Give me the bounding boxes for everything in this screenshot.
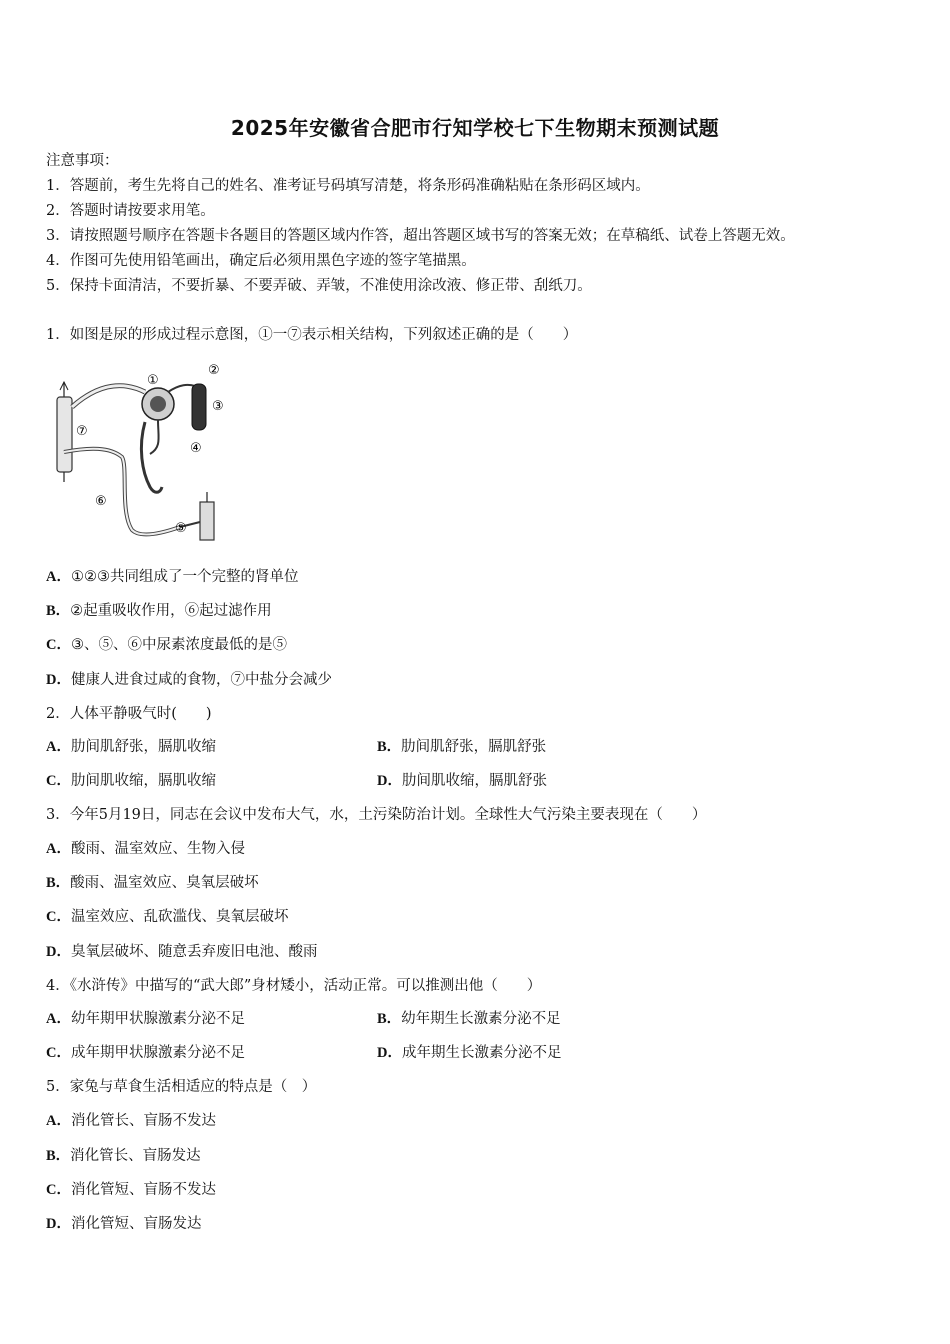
tube-6 <box>64 449 180 535</box>
option: B．消化管长、盲肠发达 <box>46 1148 201 1164</box>
glomerulus-core <box>150 396 166 412</box>
option: D．肋间肌收缩，膈肌舒张 <box>377 773 547 789</box>
duct-5 <box>200 502 214 540</box>
question-4-stem: 4．《水浒传》中描写的“武大郎”身材矮小，活动正常。可以推测出他（ ） <box>46 978 542 994</box>
question-3-stem: 3．今年5月19日，同志在会议中发布大气，水，土污染防治计划。全球性大气污染主要表现在（ ） <box>46 807 707 823</box>
urine-formation-diagram <box>50 362 235 547</box>
option: B．酸雨、温室效应、臭氧层破坏 <box>46 875 259 891</box>
vessel-7 <box>57 397 72 472</box>
notice-item: 4．作图可先使用铅笔画出，确定后必须用黑色字迹的签字笔描黑。 <box>46 253 476 269</box>
option: C．消化管短、盲肠不发达 <box>46 1182 216 1198</box>
label-4: ④ <box>190 441 202 456</box>
question-1-stem: 1．如图是尿的形成过程示意图，①一⑦表示相关结构，下列叙述正确的是（ ） <box>46 327 578 343</box>
label-1: ① <box>147 373 159 388</box>
option: B．幼年期生长激素分泌不足 <box>377 1011 561 1027</box>
notice-item: 1．答题前，考生先将自己的姓名、准考证号码填写清楚，将条形码准确粘贴在条形码区域内。 <box>46 178 650 194</box>
label-7: ⑦ <box>76 424 88 439</box>
option: D．健康人进食过咸的食物，⑦中盐分会减少 <box>46 672 332 688</box>
option: A．酸雨、温室效应、生物入侵 <box>46 841 245 857</box>
option: C．③、⑤、⑥中尿素浓度最低的是⑤ <box>46 637 287 653</box>
label-2: ② <box>208 363 220 378</box>
option: D．臭氧层破坏、随意丢弃废旧电池、酸雨 <box>46 944 318 960</box>
notice-item: 2．答题时请按要求用笔。 <box>46 203 215 219</box>
label-3: ③ <box>212 399 224 414</box>
option: B．肋间肌舒张，膈肌舒张 <box>377 739 547 755</box>
option: C．温室效应、乱砍滥伐、臭氧层破坏 <box>46 909 289 925</box>
option: A．肋间肌舒张，膈肌收缩 <box>46 739 216 755</box>
option: D．成年期生长激素分泌不足 <box>377 1045 562 1061</box>
option: D．消化管短、盲肠发达 <box>46 1216 202 1232</box>
option: A．消化管长、盲肠不发达 <box>46 1113 216 1129</box>
vessel-3 <box>192 384 206 430</box>
question-5-stem: 5．家兔与草食生活相适应的特点是（ ） <box>46 1079 317 1095</box>
option: B．②起重吸收作用，⑥起过滤作用 <box>46 603 272 619</box>
notice-item: 5．保持卡面清洁，不要折暴、不要弄破、弄皱，不准使用涂改液、修正带、刮纸刀。 <box>46 278 592 294</box>
page-title: 2025年安徽省合肥市行知学校七下生物期末预测试题 <box>230 116 720 140</box>
tubule-4 <box>150 420 159 454</box>
question-2-stem: 2．人体平静吸气时( ) <box>46 706 212 722</box>
option: C．肋间肌收缩，膈肌收缩 <box>46 773 216 789</box>
option: A．①②③共同组成了一个完整的肾单位 <box>46 569 299 585</box>
vessel-2 <box>168 385 195 392</box>
notice-heading: 注意事项： <box>46 153 119 169</box>
option: C．成年期甲状腺激素分泌不足 <box>46 1045 245 1061</box>
label-6: ⑥ <box>95 494 107 509</box>
label-5: ⑤ <box>175 521 187 536</box>
notice-item: 3．请按照题号顺序在答题卡各题目的答题区域内作答，超出答题区域书写的答案无效；在草稿纸、试卷上答题无效。 <box>46 228 795 244</box>
option: A．幼年期甲状腺激素分泌不足 <box>46 1011 245 1027</box>
